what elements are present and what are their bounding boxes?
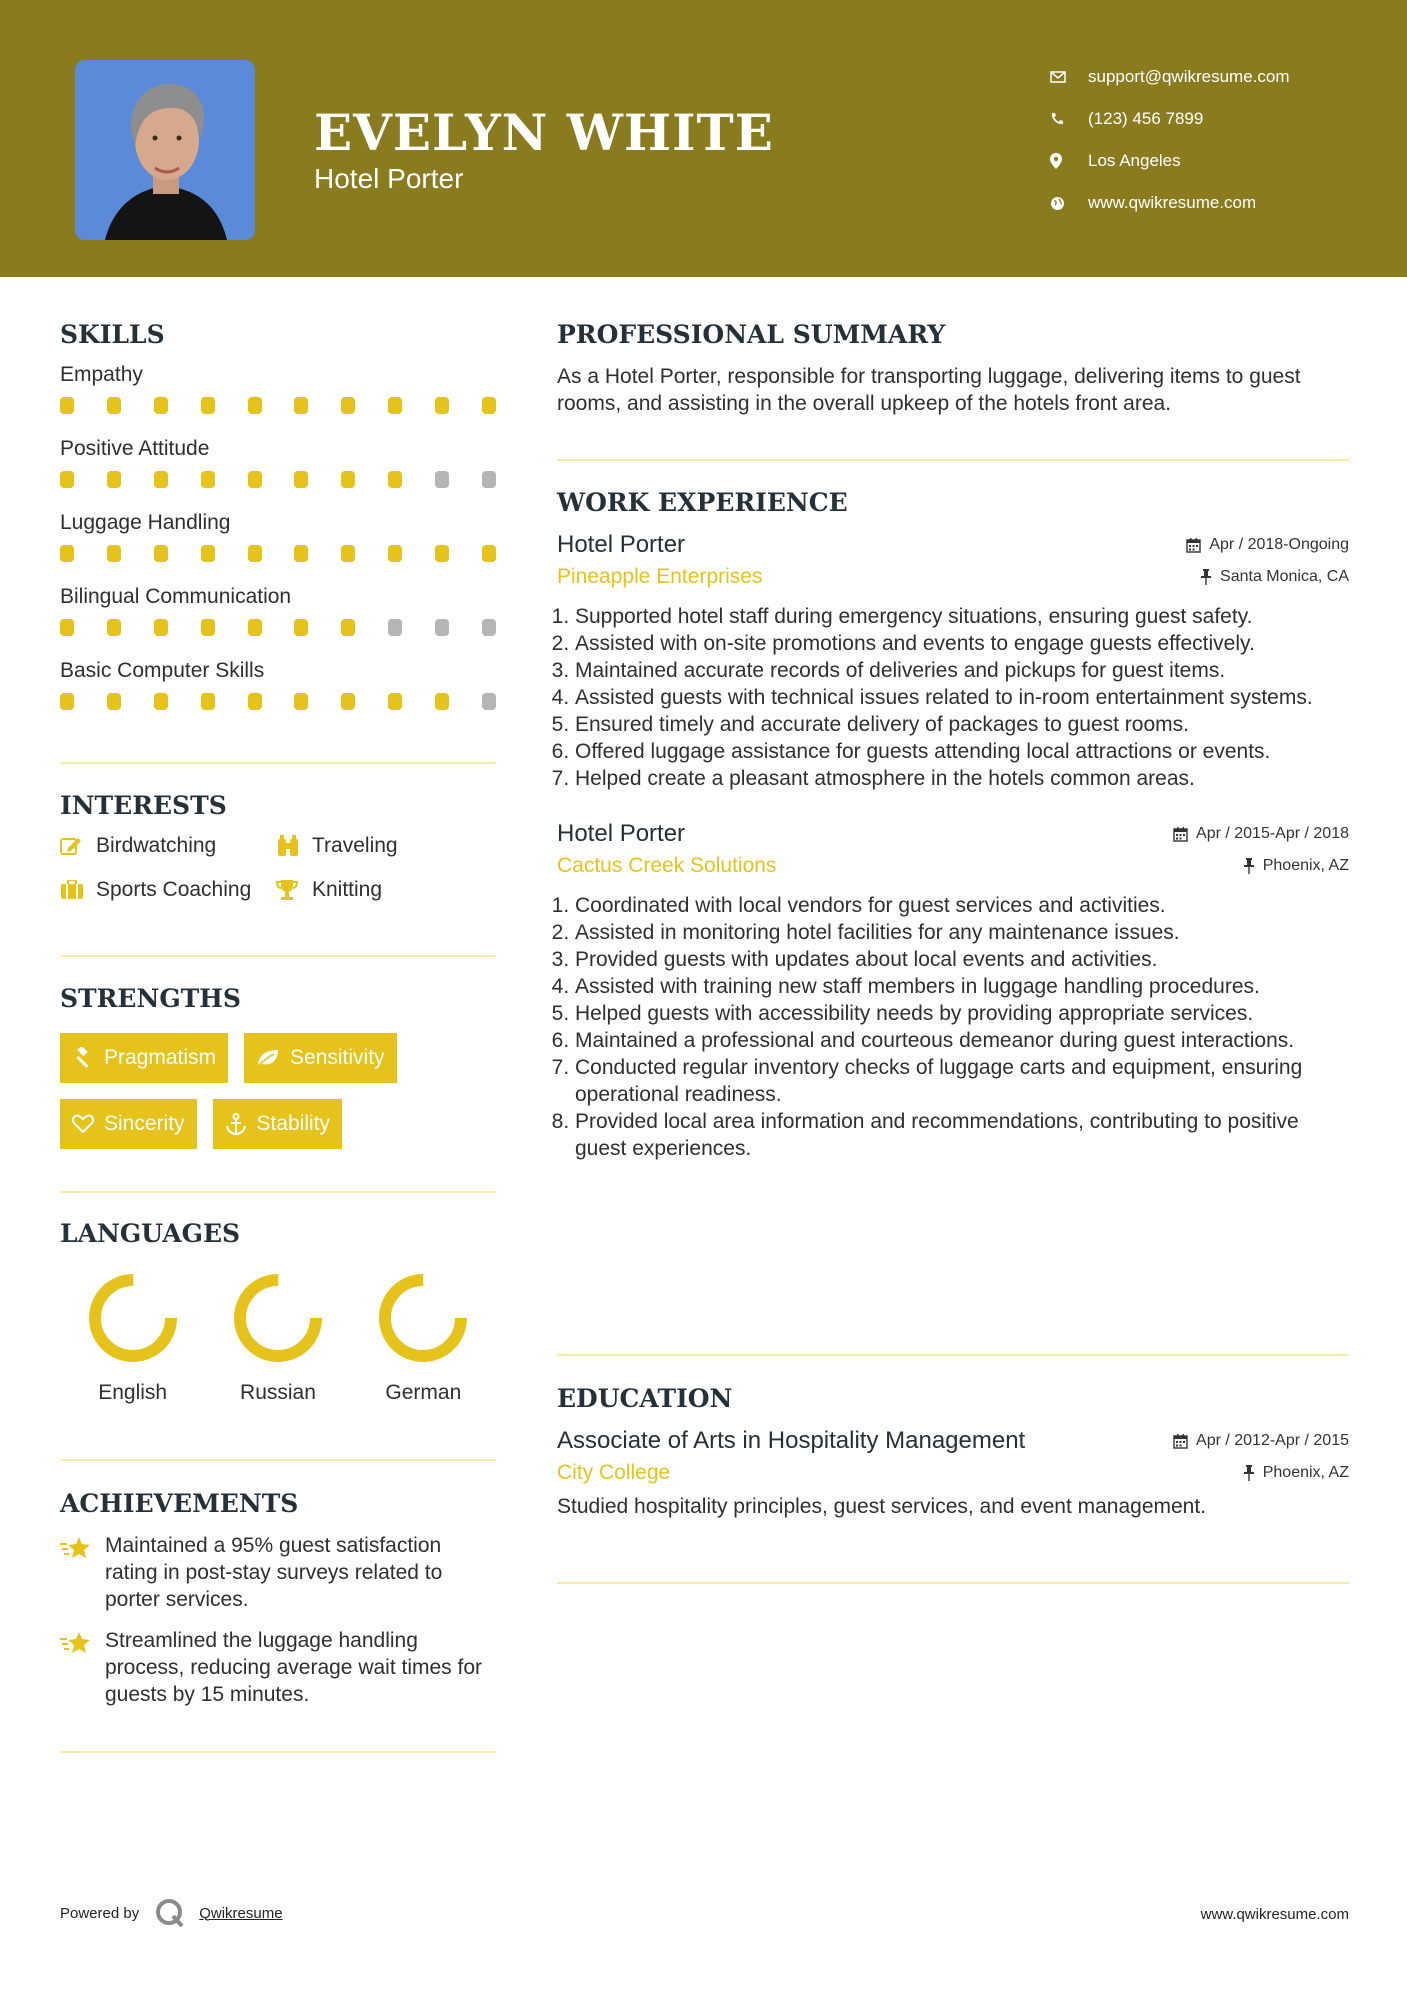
rating-dot-filled: [201, 545, 215, 562]
rating-dot-filled: [107, 397, 121, 414]
duty-item: 5. Helped guests with accessibility needs by providing appropriate services.: [575, 1000, 1349, 1027]
rating-dot-filled: [60, 693, 74, 710]
job-duties: [557, 603, 1349, 792]
languages-divider: [60, 1459, 496, 1461]
rating-dot-filled: [107, 619, 121, 636]
contact-list: [1050, 56, 1290, 224]
interest-item: [276, 834, 496, 858]
language-level-ring: [230, 1270, 326, 1366]
interest-label: Traveling: [312, 834, 398, 857]
duty-item: 8. Provided local area information and recommendations, contributing to positive guest experiences.: [575, 1108, 1349, 1162]
strength-tag: [60, 1099, 197, 1149]
candidate-title: Hotel Porter: [314, 163, 464, 194]
education-description: Studied hospitality principles, guest services, and event management.: [557, 1495, 1207, 1518]
company-name: Cactus Creek Solutions: [557, 854, 777, 877]
strength-tag: [60, 1033, 228, 1083]
strengths-list: [60, 1033, 496, 1149]
languages-section: [60, 1219, 496, 1405]
duty-item: 6. Maintained a professional and courteous demeanor during guest interactions.: [575, 1027, 1349, 1054]
rating-dot-filled: [107, 471, 121, 488]
rating-dot-filled: [60, 545, 74, 562]
education-location: [1243, 1464, 1349, 1482]
rating-dot-filled: [107, 693, 121, 710]
powered-by-text: Powered by: [60, 1904, 140, 1922]
rating-dot-filled: [201, 693, 215, 710]
interest-item: [60, 878, 276, 902]
achievements-divider: [60, 1751, 496, 1753]
skill-name: Bilingual Communication: [60, 585, 292, 608]
interest-item: [276, 878, 496, 902]
envelope-icon: [1050, 71, 1088, 83]
job-location-text: Santa Monica, CA: [1220, 568, 1349, 585]
strength-tag: [244, 1033, 397, 1083]
rating-dot-filled: [60, 397, 74, 414]
duty-item: 7. Helped create a pleasant atmosphere in the hotels common areas.: [575, 765, 1349, 792]
rating-dot-filled: [154, 397, 168, 414]
contact-location-text: Los Angeles: [1088, 151, 1181, 170]
strength-label: Pragmatism: [104, 1046, 217, 1069]
job-dates-text: Apr / 2015-Apr / 2018: [1196, 825, 1349, 842]
interests-divider: [60, 955, 496, 957]
education-dates-text: Apr / 2012-Apr / 2015: [1196, 1432, 1349, 1449]
interest-label: Knitting: [312, 878, 383, 901]
globe-icon: [1050, 196, 1088, 211]
job-entry: [557, 531, 1349, 792]
rating-dot-filled: [341, 619, 355, 636]
rating-dot-filled: [294, 545, 308, 562]
rating-dot-empty: [482, 471, 496, 488]
language-label: Russian: [240, 1381, 316, 1404]
duty-item: 4. Assisted guests with technical issues related to in-room entertainment systems.: [575, 684, 1349, 711]
rating-dot-filled: [435, 545, 449, 562]
phone-icon: [1050, 112, 1088, 126]
star-icon: [60, 1532, 105, 1613]
strength-label: Stability: [256, 1112, 331, 1135]
skill-name: Empathy: [60, 363, 143, 386]
achievement-text: Streamlined the luggage handling process, reducing average wait times for guests by 15 minutes.: [105, 1629, 483, 1706]
education-section: [557, 1384, 1349, 1520]
rating-dot-filled: [248, 545, 262, 562]
candidate-name: EVELYN WHITE: [314, 103, 774, 162]
rating-dot-filled: [60, 619, 74, 636]
languages-list: [60, 1270, 496, 1405]
skill-rating: [60, 613, 496, 655]
job-entry: [557, 820, 1349, 1162]
rating-dot-filled: [201, 471, 215, 488]
skill-rating: [60, 539, 496, 581]
job-dates-text: Apr / 2018-Ongoing: [1209, 536, 1349, 553]
summary-text: As a Hotel Porter, responsible for transporting luggage, delivering items to guest rooms, and assisting in the overall upkeep of the hotels front area.: [557, 365, 1301, 415]
contact-phone-text: (123) 456 7899: [1088, 109, 1204, 128]
heart-icon: [72, 1114, 94, 1134]
achievement-item: [60, 1532, 496, 1613]
experience-divider: [557, 1354, 1349, 1356]
rating-dot-empty: [388, 619, 402, 636]
rating-dot-filled: [388, 397, 402, 414]
header-banner: [0, 0, 1407, 277]
job-dates: [1173, 825, 1349, 843]
school-name: City College: [557, 1461, 671, 1484]
strength-label: Sensitivity: [290, 1046, 385, 1069]
languages-title: LANGUAGES: [60, 1219, 241, 1248]
degree-title: Associate of Arts in Hospitality Management: [557, 1427, 1026, 1454]
job-location: [1200, 568, 1349, 586]
rating-dot-filled: [154, 693, 168, 710]
skill-rating: [60, 687, 496, 729]
rating-dot-filled: [294, 397, 308, 414]
footer-website[interactable]: www.qwikresume.com: [1200, 1906, 1349, 1923]
pushpin-icon: [1243, 1465, 1255, 1481]
language-label: English: [98, 1381, 168, 1404]
briefcase-icon: [60, 880, 96, 900]
strengths-divider: [60, 1191, 496, 1193]
duty-item: 1. Supported hotel staff during emergency situations, ensuring guest safety.: [575, 603, 1349, 630]
star-icon: [60, 1627, 105, 1708]
calendar-icon: [1173, 827, 1188, 842]
skill-name: Luggage Handling: [60, 511, 231, 534]
rating-dot-filled: [154, 619, 168, 636]
experience-section: [557, 488, 1349, 1162]
duty-item: 1. Coordinated with local vendors for guest services and activities.: [575, 892, 1349, 919]
strength-label: Sincerity: [104, 1112, 185, 1135]
skill-name: Basic Computer Skills: [60, 659, 265, 682]
rating-dot-filled: [201, 397, 215, 414]
rating-dot-filled: [154, 545, 168, 562]
language-level-arc: [240, 1280, 316, 1356]
job-duties: [557, 892, 1349, 1162]
duty-item: 6. Offered luggage assistance for guests attending local attractions or events.: [575, 738, 1349, 765]
duty-item: 5. Ensured timely and accurate delivery of packages to guest rooms.: [575, 711, 1349, 738]
trophy-icon: [276, 879, 312, 901]
strengths-title: STRENGTHS: [60, 984, 241, 1013]
calendar-icon: [1173, 1434, 1188, 1449]
binoculars-icon: [276, 835, 312, 857]
rating-dot-filled: [482, 545, 496, 562]
achievement-text: Maintained a 95% guest satisfaction rating in post-stay surveys related to porter services.: [105, 1534, 443, 1611]
rating-dot-filled: [341, 397, 355, 414]
company-name: Pineapple Enterprises: [557, 565, 763, 588]
pushpin-icon: [1243, 858, 1255, 874]
pencil-square-icon: [60, 836, 96, 856]
language-level-arc: [95, 1280, 171, 1356]
rating-dot-filled: [435, 693, 449, 710]
contact-website[interactable]: [1050, 182, 1290, 224]
calendar-icon: [1186, 538, 1201, 553]
summary-divider: [557, 459, 1349, 461]
duty-item: 4. Assisted with training new staff members in luggage handling procedures.: [575, 973, 1349, 1000]
interest-label: Sports Coaching: [96, 878, 252, 901]
contact-email[interactable]: [1050, 56, 1290, 98]
duty-item: 2. Assisted with on-site promotions and events to engage guests effectively.: [575, 630, 1349, 657]
interests-section: [60, 791, 496, 902]
rating-dot-filled: [341, 471, 355, 488]
job-location-text: Phoenix, AZ: [1262, 857, 1349, 874]
strengths-section: [60, 984, 496, 1149]
job-title: Hotel Porter: [557, 820, 686, 847]
duty-item: 2. Assisted in monitoring hotel facilities for any maintenance issues.: [575, 919, 1349, 946]
pushpin-icon: [1200, 569, 1212, 585]
skill-rating: [60, 465, 496, 507]
language-level-ring: [375, 1270, 471, 1366]
rating-dot-filled: [154, 471, 168, 488]
achievement-item: [60, 1627, 496, 1708]
rating-dot-filled: [248, 693, 262, 710]
rating-dot-filled: [341, 693, 355, 710]
rating-dot-filled: [388, 471, 402, 488]
rating-dot-filled: [294, 693, 308, 710]
rating-dot-filled: [248, 397, 262, 414]
left-column: [60, 320, 496, 729]
strength-tag: [213, 1099, 343, 1149]
skills-divider: [60, 762, 496, 764]
job-location: [1243, 857, 1349, 875]
interests-list: [60, 834, 496, 902]
language-level-ring: [85, 1270, 181, 1366]
rating-dot-empty: [482, 693, 496, 710]
achievements-section: [60, 1489, 496, 1708]
contact-location: [1050, 140, 1290, 182]
interest-label: Birdwatching: [96, 834, 217, 857]
rating-dot-filled: [388, 693, 402, 710]
rating-dot-filled: [248, 471, 262, 488]
skill-name: Positive Attitude: [60, 437, 210, 460]
education-location-text: Phoenix, AZ: [1262, 1464, 1349, 1481]
portrait-image: [75, 60, 255, 240]
achievements-title: ACHIEVEMENTS: [60, 1489, 299, 1518]
language-item: [60, 1270, 205, 1405]
language-level-arc: [385, 1280, 461, 1356]
rating-dot-empty: [435, 471, 449, 488]
language-label: German: [385, 1381, 462, 1404]
education-title: EDUCATION: [557, 1384, 733, 1413]
education-dates: [1173, 1432, 1349, 1450]
contact-website-text: www.qwikresume.com: [1088, 193, 1257, 212]
experience-title: WORK EXPERIENCE: [557, 488, 848, 517]
job-dates: [1186, 536, 1349, 554]
education-divider: [557, 1582, 1349, 1584]
rating-dot-empty: [482, 619, 496, 636]
interest-item: [60, 834, 276, 858]
rating-dot-filled: [201, 619, 215, 636]
summary-title: PROFESSIONAL SUMMARY: [557, 320, 946, 349]
leaf-icon: [256, 1048, 280, 1068]
language-item: [205, 1270, 350, 1405]
rating-dot-filled: [60, 471, 74, 488]
map-pin-icon: [1050, 153, 1088, 169]
job-title: Hotel Porter: [557, 531, 686, 558]
brand-link[interactable]: Qwikresume: [199, 1904, 283, 1922]
contact-email-text: support@qwikresume.com: [1088, 67, 1290, 86]
rating-dot-filled: [294, 471, 308, 488]
skills-title: SKILLS: [60, 320, 165, 349]
contact-phone[interactable]: [1050, 98, 1290, 140]
skills-list: [60, 359, 496, 729]
skill-rating: [60, 391, 496, 433]
rating-dot-filled: [107, 545, 121, 562]
rating-dot-filled: [435, 397, 449, 414]
summary-section: [557, 320, 1349, 417]
qwikresume-logo-icon: [155, 1898, 185, 1928]
rating-dot-filled: [294, 619, 308, 636]
profile-photo: [75, 60, 255, 240]
gavel-icon: [72, 1047, 94, 1069]
rating-dot-empty: [435, 619, 449, 636]
interests-title: INTERESTS: [60, 791, 227, 820]
duty-item: 3. Maintained accurate records of deliveries and pickups for guest items.: [575, 657, 1349, 684]
footer-powered-by: [60, 1898, 283, 1928]
duty-item: 3. Provided guests with updates about local events and activities.: [575, 946, 1349, 973]
rating-dot-filled: [388, 545, 402, 562]
rating-dot-filled: [248, 619, 262, 636]
rating-dot-filled: [482, 397, 496, 414]
rating-dot-filled: [341, 545, 355, 562]
anchor-icon: [225, 1113, 247, 1135]
language-item: [351, 1270, 496, 1405]
duty-item: 7. Conducted regular inventory checks of luggage carts and equipment, ensuring operational readiness.: [575, 1054, 1349, 1108]
